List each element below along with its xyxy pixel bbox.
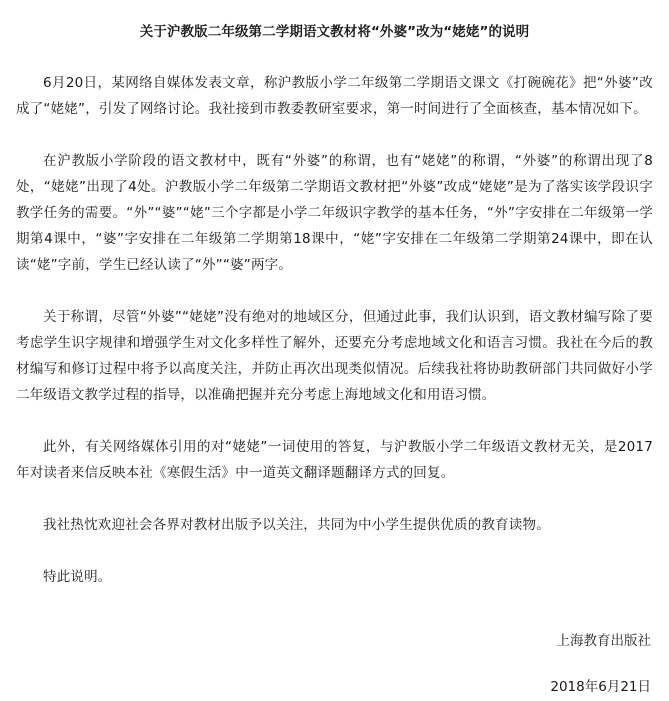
paragraph-3: 关于称谓，尽管“外婆”“姥姥”没有绝对的地域区分，但通过此事，我们认识到，语文教材编写除了要考虑学生识字规律和增强学生对文化多样性了解外，还要充分考虑地域文化和语言习惯。我社在今后的教材编写和修订过程中将予以高度关注，并防止再次出现类似情况。后续我社将协助教研部门共同做好小学二年级语文教学过程的指导，以准确把握并充分考虑上海地域文化和用语习惯。 — [16, 309, 653, 403]
document-title: 关于沪教版二年级第二学期语文教材将“外婆”改为“姥姥”的说明 — [139, 24, 530, 40]
paragraph-6: 特此说明。 — [43, 569, 112, 585]
paragraph-2: 在沪教版小学阶段的语文教材中，既有“外婆”的称谓，也有“姥姥”的称谓，“外婆”的称谓出现了8处，“姥姥”出现了4处。沪教版小学二年级第二学期语文教材把“外婆”改成“姥姥”是为了落实该学段识字教学任务的需要。“外”“婆”“姥”三个字都是小学二年级识字教学的基本任务，“外”字安排在二年级第一学期第4课中，“婆”字安排在二年级第二学期第18课中，“姥”字安排在二年级第二学期第24课中，即在认读“姥”字前，学生已经认读了“外”“婆”两字。 — [16, 153, 653, 273]
paragraph-5: 我社热忱欢迎社会各界对教材出版予以关注，共同为中小学生提供优质的教育读物。 — [43, 517, 550, 533]
document-date: 2018年6月21日 — [550, 679, 651, 695]
paragraph-1: 6月20日，某网络自媒体发表文章，称沪教版小学二年级第二学期语文课文《打碗碗花》把“外婆”改成了“姥姥”，引发了网络讨论。我社接到市教委教研室要求，第一时间进行了全面核查，基本情况如下。 — [16, 75, 653, 117]
publisher-signature: 上海教育出版社 — [556, 633, 651, 649]
document-body — [16, 70, 653, 616]
paragraph-4: 此外，有关网络媒体引用的对“姥姥”一词使用的答复，与沪教版小学二年级语文教材无关，是2017年对读者来信反映本社《寒假生活》中一道英文翻译题翻译方式的回复。 — [16, 439, 653, 481]
